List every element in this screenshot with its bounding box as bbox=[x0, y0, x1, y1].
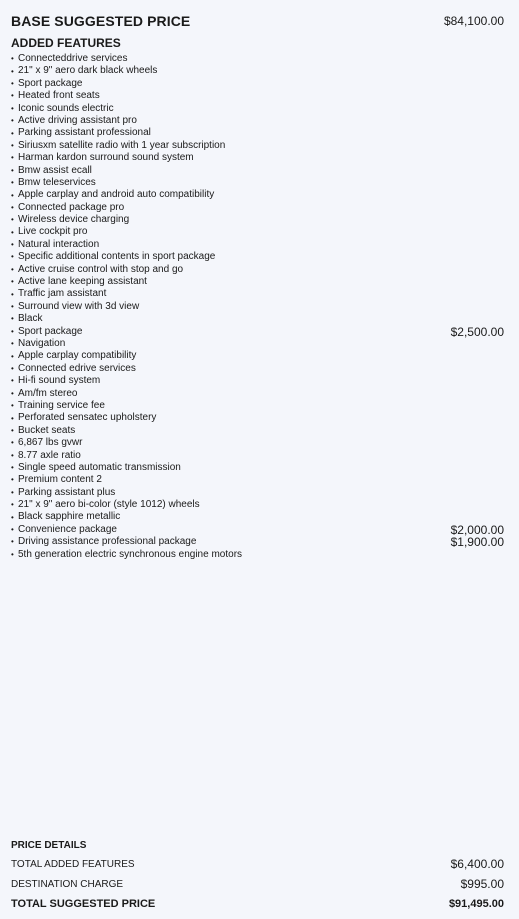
feature-item-left bbox=[11, 288, 106, 300]
feature-item-left bbox=[11, 103, 114, 115]
bullet-icon: • bbox=[11, 388, 14, 398]
bullet-icon: • bbox=[11, 463, 14, 473]
base-price-value: $84,100.00 bbox=[443, 14, 504, 28]
feature-label: 21" x 9" aero bi-color (style 1012) wheels bbox=[18, 499, 200, 511]
feature-item-left bbox=[11, 524, 117, 536]
feature-label: Iconic sounds electric bbox=[18, 102, 114, 114]
base-price-row bbox=[11, 11, 504, 31]
feature-item-left bbox=[11, 536, 196, 548]
bullet-icon: • bbox=[11, 413, 14, 423]
feature-item-left bbox=[11, 363, 136, 375]
feature-item-left bbox=[11, 264, 183, 276]
bullet-icon: • bbox=[11, 128, 14, 138]
bullet-icon: • bbox=[11, 376, 14, 386]
bullet-icon: • bbox=[11, 438, 14, 448]
added-features-title: ADDED FEATURES bbox=[11, 36, 121, 50]
feature-label: Convenience package bbox=[18, 523, 117, 535]
feature-item-left bbox=[11, 90, 100, 102]
feature-item-left bbox=[11, 152, 194, 164]
feature-item bbox=[11, 474, 504, 486]
feature-item bbox=[11, 450, 504, 462]
feature-item bbox=[11, 511, 504, 523]
feature-item bbox=[11, 53, 504, 65]
feature-label: Apple carplay compatibility bbox=[18, 350, 137, 362]
bullet-icon: • bbox=[11, 500, 14, 510]
bullet-icon: • bbox=[11, 140, 14, 150]
feature-item bbox=[11, 462, 504, 474]
features-list bbox=[11, 53, 504, 561]
feature-label: Heated front seats bbox=[18, 90, 100, 102]
feature-label: Single speed automatic transmission bbox=[18, 461, 181, 473]
feature-label: Active driving assistant pro bbox=[18, 114, 137, 126]
feature-item bbox=[11, 251, 504, 263]
feature-item-left bbox=[11, 140, 225, 152]
feature-item-left bbox=[11, 53, 128, 65]
bullet-icon: • bbox=[11, 537, 14, 547]
bullet-icon: • bbox=[11, 363, 14, 373]
feature-label: Surround view with 3d view bbox=[18, 300, 140, 312]
feature-item bbox=[11, 326, 504, 338]
feature-item bbox=[11, 313, 504, 325]
feature-label: Live cockpit pro bbox=[18, 226, 88, 238]
total-suggested-price-label: TOTAL SUGGESTED PRICE bbox=[11, 898, 156, 910]
feature-item-left bbox=[11, 474, 102, 486]
bullet-icon: • bbox=[11, 54, 14, 64]
feature-item bbox=[11, 400, 504, 412]
feature-item bbox=[11, 487, 504, 499]
feature-item bbox=[11, 524, 504, 536]
feature-item-left bbox=[11, 127, 151, 139]
price-details bbox=[11, 838, 504, 914]
feature-item-left bbox=[11, 177, 96, 189]
feature-item bbox=[11, 388, 504, 400]
feature-item bbox=[11, 127, 504, 139]
feature-label: Parking assistant professional bbox=[18, 127, 151, 139]
feature-item-left bbox=[11, 276, 147, 288]
feature-label: Harman kardon surround sound system bbox=[18, 152, 194, 164]
bullet-icon: • bbox=[11, 339, 14, 349]
feature-item bbox=[11, 226, 504, 238]
bullet-icon: • bbox=[11, 401, 14, 411]
feature-item bbox=[11, 103, 504, 115]
bullet-icon: • bbox=[11, 227, 14, 237]
bullet-icon: • bbox=[11, 475, 14, 485]
bullet-icon: • bbox=[11, 66, 14, 76]
feature-item bbox=[11, 425, 504, 437]
feature-label: Parking assistant plus bbox=[18, 486, 116, 498]
bullet-icon: • bbox=[11, 103, 14, 113]
bullet-icon: • bbox=[11, 165, 14, 175]
feature-item-left bbox=[11, 462, 181, 474]
feature-item bbox=[11, 189, 504, 201]
bullet-icon: • bbox=[11, 425, 14, 435]
feature-label: 6,867 lbs gvwr bbox=[18, 437, 83, 449]
feature-item bbox=[11, 549, 504, 561]
feature-label: Sport package bbox=[18, 325, 83, 337]
feature-item-left bbox=[11, 326, 83, 338]
feature-item bbox=[11, 536, 504, 548]
feature-label: Connected edrive services bbox=[18, 362, 136, 374]
feature-label: Specific additional contents in sport package bbox=[18, 251, 216, 263]
feature-label: Navigation bbox=[18, 337, 66, 349]
bullet-icon: • bbox=[11, 78, 14, 88]
feature-item bbox=[11, 65, 504, 77]
feature-item bbox=[11, 115, 504, 127]
feature-item bbox=[11, 350, 504, 362]
bullet-icon: • bbox=[11, 525, 14, 535]
total-added-features-value: $6,400.00 bbox=[450, 857, 504, 871]
feature-item bbox=[11, 78, 504, 90]
feature-item bbox=[11, 276, 504, 288]
feature-item-left bbox=[11, 375, 100, 387]
feature-item bbox=[11, 214, 504, 226]
bullet-icon: • bbox=[11, 190, 14, 200]
feature-item-left bbox=[11, 202, 124, 214]
feature-item bbox=[11, 202, 504, 214]
feature-item-left bbox=[11, 549, 242, 561]
total-suggested-price-row bbox=[11, 894, 504, 914]
feature-label: Training service fee bbox=[18, 399, 105, 411]
feature-label: Connecteddrive services bbox=[18, 53, 128, 64]
feature-label: Driving assistance professional package bbox=[18, 536, 197, 548]
bullet-icon: • bbox=[11, 314, 14, 324]
feature-label: Am/fm stereo bbox=[18, 387, 78, 399]
destination-charge-value: $995.00 bbox=[460, 877, 504, 891]
feature-item bbox=[11, 264, 504, 276]
feature-label: Black bbox=[18, 313, 43, 325]
bullet-icon: • bbox=[11, 91, 14, 101]
feature-item bbox=[11, 239, 504, 251]
feature-label: Connected package pro bbox=[18, 201, 125, 213]
destination-charge-row bbox=[11, 874, 504, 894]
feature-item bbox=[11, 177, 504, 189]
bullet-icon: • bbox=[11, 549, 14, 559]
feature-item bbox=[11, 363, 504, 375]
feature-item-left bbox=[11, 65, 157, 77]
feature-item-left bbox=[11, 239, 99, 251]
feature-label: Active lane keeping assistant bbox=[18, 276, 147, 288]
feature-item bbox=[11, 338, 504, 350]
bullet-icon: • bbox=[11, 252, 14, 262]
feature-item bbox=[11, 499, 504, 511]
feature-label: Hi-fi sound system bbox=[18, 375, 101, 387]
bullet-icon: • bbox=[11, 289, 14, 299]
feature-item-left bbox=[11, 251, 215, 263]
bullet-icon: • bbox=[11, 487, 14, 497]
feature-label: Traffic jam assistant bbox=[18, 288, 107, 300]
feature-item bbox=[11, 90, 504, 102]
feature-item-left bbox=[11, 412, 156, 424]
destination-charge-label: DESTINATION CHARGE bbox=[11, 878, 124, 890]
bullet-icon: • bbox=[11, 178, 14, 188]
feature-item-left bbox=[11, 189, 214, 201]
feature-item-left bbox=[11, 388, 77, 400]
feature-item bbox=[11, 165, 504, 177]
bullet-icon: • bbox=[11, 116, 14, 126]
feature-label: 5th generation electric synchronous engine motors bbox=[18, 548, 243, 560]
feature-item bbox=[11, 152, 504, 164]
feature-item bbox=[11, 437, 504, 449]
feature-label: Bmw teleservices bbox=[18, 176, 96, 188]
feature-label: Sport package bbox=[18, 77, 83, 89]
feature-label: 21" x 9" aero dark black wheels bbox=[18, 65, 158, 77]
base-price-label: BASE SUGGESTED PRICE bbox=[11, 13, 191, 29]
feature-item-left bbox=[11, 165, 92, 177]
feature-label: Active cruise control with stop and go bbox=[18, 263, 184, 275]
feature-item-left bbox=[11, 400, 105, 412]
feature-label: Perforated sensatec upholstery bbox=[18, 412, 157, 424]
bullet-icon: • bbox=[11, 326, 14, 336]
feature-item-left bbox=[11, 350, 136, 362]
feature-item-left bbox=[11, 499, 200, 511]
total-added-features-label: TOTAL ADDED FEATURES bbox=[11, 858, 135, 870]
feature-label: Natural interaction bbox=[18, 238, 100, 250]
bullet-icon: • bbox=[11, 512, 14, 522]
feature-label: Bucket seats bbox=[18, 424, 76, 436]
bullet-icon: • bbox=[11, 153, 14, 163]
bullet-icon: • bbox=[11, 240, 14, 250]
feature-item-left bbox=[11, 78, 83, 90]
feature-item-left bbox=[11, 115, 137, 127]
feature-label: Premium content 2 bbox=[18, 474, 102, 486]
feature-item-left bbox=[11, 301, 139, 313]
bullet-icon: • bbox=[11, 215, 14, 225]
feature-label: Apple carplay and android auto compatibility bbox=[18, 189, 215, 201]
bullet-icon: • bbox=[11, 264, 14, 274]
feature-item-left bbox=[11, 338, 65, 350]
total-suggested-price-value: $91,495.00 bbox=[448, 898, 504, 910]
feature-price: $2,500.00 bbox=[450, 324, 504, 339]
feature-label: Siriusxm satellite radio with 1 year subscription bbox=[18, 139, 226, 151]
feature-item-left bbox=[11, 487, 115, 499]
bullet-icon: • bbox=[11, 277, 14, 287]
bullet-icon: • bbox=[11, 302, 14, 312]
bullet-icon: • bbox=[11, 202, 14, 212]
feature-item-left bbox=[11, 214, 129, 226]
feature-label: Wireless device charging bbox=[18, 214, 130, 226]
feature-price: $2,000.00 bbox=[450, 522, 504, 537]
total-added-features-row bbox=[11, 854, 504, 874]
feature-item bbox=[11, 140, 504, 152]
feature-price: $1,900.00 bbox=[450, 535, 504, 550]
feature-item-left bbox=[11, 313, 42, 325]
feature-item bbox=[11, 288, 504, 300]
feature-item-left bbox=[11, 450, 81, 462]
feature-item-left bbox=[11, 226, 87, 238]
feature-item bbox=[11, 301, 504, 313]
price-details-title: PRICE DETAILS bbox=[11, 840, 87, 851]
feature-item-left bbox=[11, 437, 82, 449]
feature-item bbox=[11, 375, 504, 387]
feature-item-left bbox=[11, 425, 75, 437]
bullet-icon: • bbox=[11, 450, 14, 460]
feature-label: Bmw assist ecall bbox=[18, 164, 92, 176]
feature-item-left bbox=[11, 511, 120, 523]
feature-item bbox=[11, 412, 504, 424]
bullet-icon: • bbox=[11, 351, 14, 361]
feature-label: 8.77 axle ratio bbox=[18, 449, 81, 461]
feature-label: Black sapphire metallic bbox=[18, 511, 121, 523]
